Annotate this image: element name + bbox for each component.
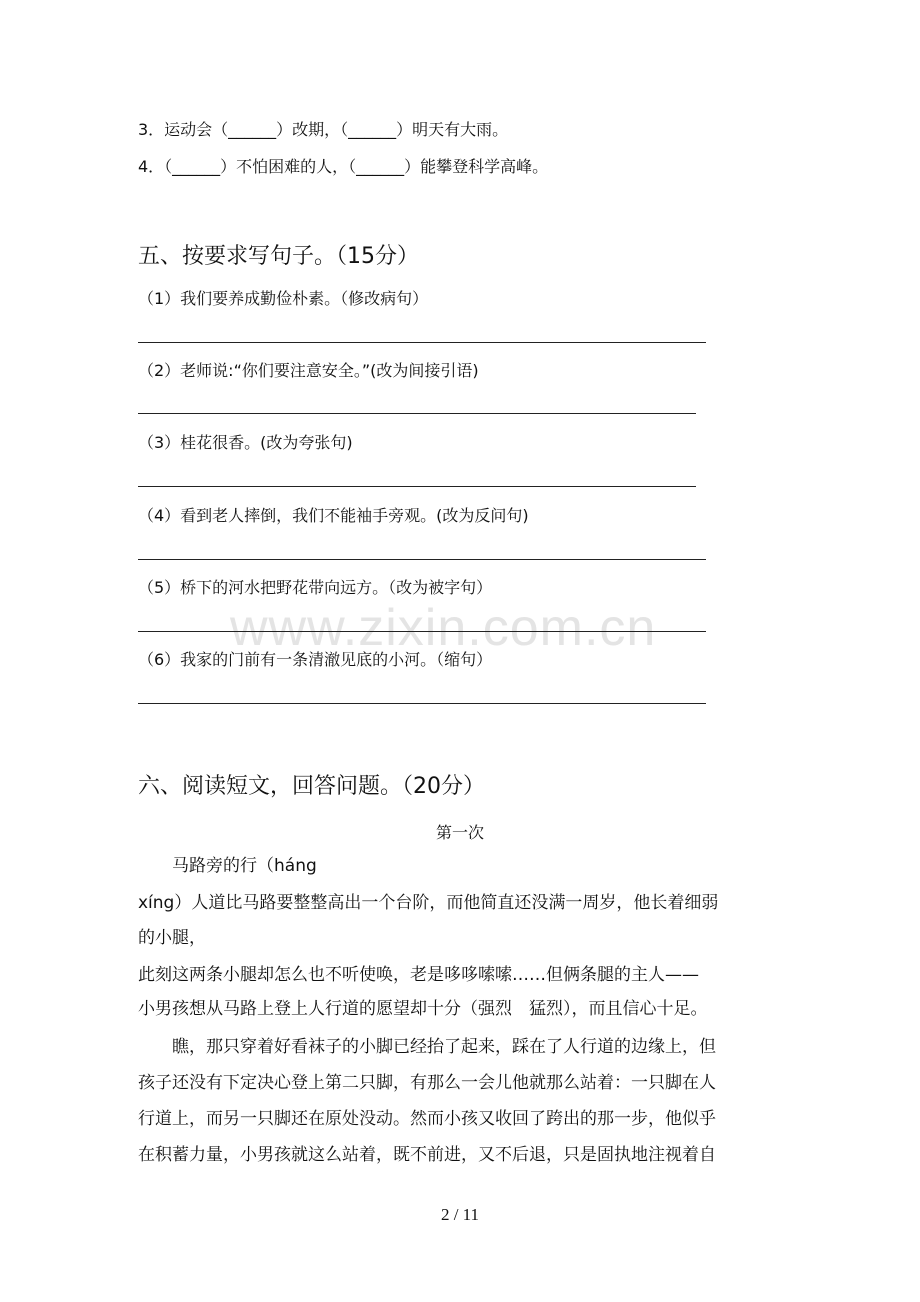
question-6: （6）我家的门前有一条清澈见底的小河。（缩句） [138,650,493,669]
question-1: （1）我们要养成勤俭朴素。（修改病句） [138,289,429,308]
story-line: 马路旁的行（háng [172,856,317,876]
answer-line-2 [138,413,696,414]
answer-line-6 [138,703,706,704]
story-line: 瞧，那只穿着好看袜子的小脚已经抬了起来，踩在了人行道的边缘上，但 [172,1037,716,1057]
question-5: （5）桥下的河水把野花带向远方。（改为被字句） [138,578,493,597]
story-line: 小男孩想从马路上登上人行道的愿望却十分（强烈 猛烈），而且信心十足。 [138,999,708,1019]
story-line: xíng）人道比马路要整整高出一个台阶，而他简直还没满一周岁，他长着细弱 [138,893,719,913]
section6-title: 六、阅读短文，回答问题。（20分） [138,774,485,799]
story-line: 在积蓄力量，小男孩就这么站着，既不前进，又不后退，只是固执地注视着自 [138,1145,716,1165]
page-number: 2 / 11 [440,1205,480,1224]
story-line: 的小腿， [138,928,206,948]
answer-line-5 [138,631,706,632]
answer-line-4 [138,559,706,560]
question-4: （4）看到老人摔倒，我们不能袖手旁观。(改为反问句) [138,506,529,525]
story-line: 此刻这两条小腿却怎么也不听使唤，老是哆哆嗦嗦……但俩条腿的主人—— [138,965,699,985]
answer-line-1 [138,342,706,343]
question-2: （2）老师说:“你们要注意安全。”(改为间接引语) [138,361,479,380]
fill-item-3: 3．运动会（______）改期，（______）明天有大雨。 [138,120,509,139]
fill-item-4: 4．（______）不怕困难的人，（______）能攀登科学高峰。 [138,157,549,176]
story-title: 第一次 [435,823,484,842]
answer-line-3 [138,486,696,487]
story-line: 行道上，而另一只脚还在原处没动。然而小孩又收回了跨出的那一步，他似乎 [138,1109,716,1129]
story-line: 孩子还没有下定决心登上第二只脚，有那么一会儿他就那么站着：一只脚在人 [138,1073,716,1093]
watermark: www.zixin.com.cn [230,599,657,657]
question-3: （3）桂花很香。(改为夸张句) [138,433,353,452]
section5-title: 五、按要求写句子。（15分） [138,244,419,269]
